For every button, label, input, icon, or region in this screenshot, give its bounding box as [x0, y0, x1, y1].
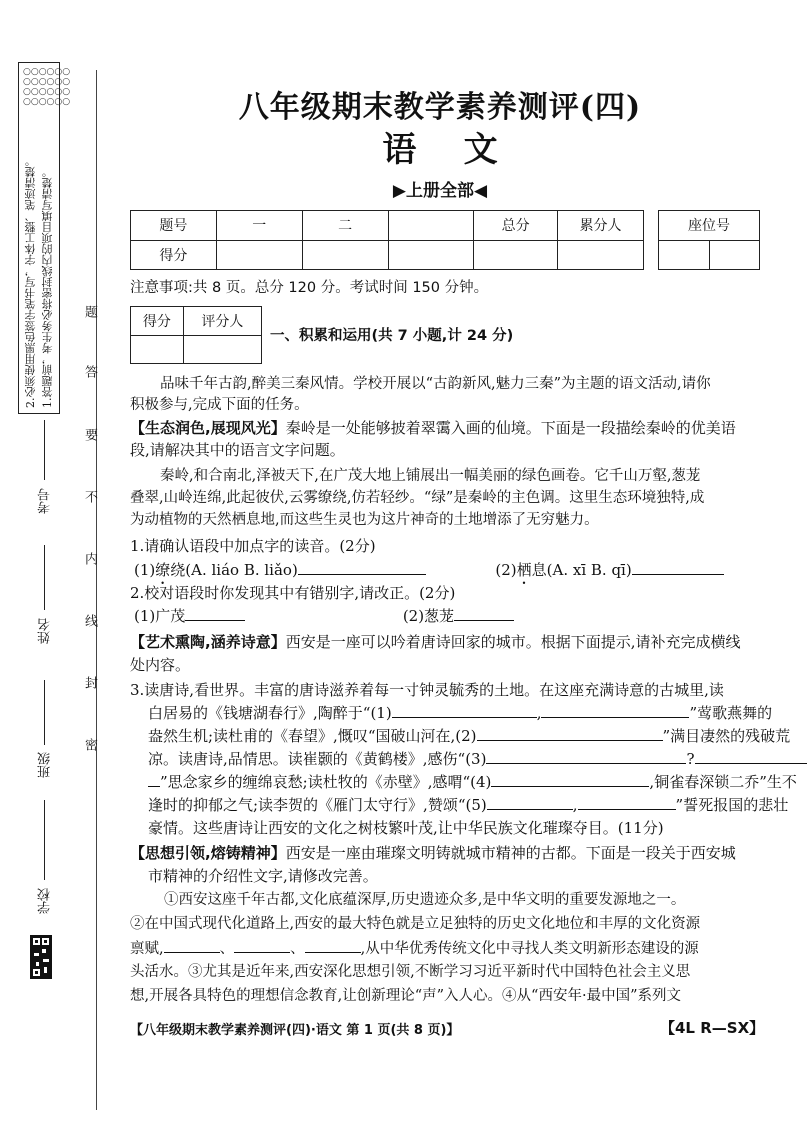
task3-para-4: 头活水。③尤其是近年来,西安深化思想引领,不断学习习近平新时代中国特色社会主义思: [130, 964, 691, 980]
score-input-2[interactable]: [302, 240, 388, 270]
seal-word-2: 题: [82, 305, 97, 318]
task2-tag: 【艺术熏陶,涵养诗意】: [130, 633, 286, 651]
task1-para-2: 叠翠,山岭连绵,此起彼伏,云雾缭绕,仿若轻纱。“绿”是秦岭的主色调。这里生态环境独特,成: [130, 490, 705, 506]
q3-l5b: ,铜雀春深锁二乔”生不: [649, 773, 797, 791]
section-1-heading: 一、积累和运用(共 7 小题,计 24 分): [270, 328, 514, 344]
task2-line-1: [130, 632, 740, 653]
task3-p3c: 、: [290, 941, 305, 957]
q3-blank-5a[interactable]: [487, 795, 573, 810]
task3-para-2: ②在中国式现代化道路上,西安的最大特色就是立足独特的历史文化地位和丰厚的文化资源: [130, 916, 701, 932]
q3-l6b: ,: [572, 796, 578, 814]
q3-blank-1a[interactable]: [392, 703, 537, 718]
task1-para-3: 为动植物的天然栖息地,而这些生灵也为这片神奇的土地增添了无穷魅力。: [130, 512, 599, 528]
grader-score-input[interactable]: [131, 335, 184, 364]
q2b-answer[interactable]: [454, 606, 514, 621]
seal-word-3: 要: [82, 428, 97, 441]
grader-score-label: 得分: [131, 307, 184, 336]
seal-word-6: 线: [82, 614, 97, 627]
field-school: 学校: [38, 888, 53, 914]
seat-label: 座位号: [659, 211, 760, 241]
q3-blank-5b[interactable]: [578, 795, 676, 810]
score-cell-tallier: 累分人: [558, 211, 644, 241]
task3-tag: 【思想引领,熔铸精神】: [130, 844, 286, 862]
score-cell-total: 总分: [474, 211, 558, 241]
q3-line-1: 3.读唐诗,看世界。丰富的唐诗滋养着每一寸钟灵毓秀的土地。在这座充满诗意的古城里,读: [130, 681, 724, 699]
field-school-line[interactable]: [44, 800, 45, 880]
field-name-line[interactable]: [44, 545, 45, 610]
seat-input-1[interactable]: [659, 240, 710, 270]
task3-p3b: 、: [219, 941, 235, 957]
q3-blank-3b[interactable]: [695, 749, 807, 764]
q3-l2a: 白居易的《钱塘湖春行》,陶醉于“(1): [148, 704, 392, 722]
q3-l5a: ”思念家乡的缠绵哀愁;读杜牧的《赤壁》,感喟“(4): [160, 773, 492, 791]
task3-p3d: ,从中华优秀传统文化中寻找人类文明新形态建设的源: [360, 941, 699, 957]
q3-line-3: [148, 726, 790, 747]
task3-para-1: ①西安这座千年古都,文化底蕴深厚,历史遗迹众多,是中华文明的重要发源地之一。: [164, 892, 686, 908]
scope-label: ▶上册全部◀: [392, 181, 488, 201]
task3-blank-1[interactable]: [164, 938, 220, 953]
score-table: [130, 210, 644, 270]
score-cell-q3: [388, 211, 474, 241]
q3-blank-3c[interactable]: [148, 772, 160, 787]
q2a-answer[interactable]: [185, 606, 245, 621]
q3-line-4: [148, 749, 807, 770]
q3-line-6: [148, 795, 788, 816]
q3-l3a: 盎然生机;读杜甫的《春望》,慨叹“国破山河在,(2): [148, 727, 477, 745]
task3-para-5: 想,开展各具特色的理想信念教育,让创新理论“声”入人心。④从“西安年·最中国”系列文: [130, 988, 681, 1004]
q1-stem: 1.请确认语段中加点字的读音。(2分): [130, 537, 376, 555]
q1a-char: 缭: [155, 561, 171, 579]
q3-l4b: ?: [686, 750, 695, 768]
task3-blank-3[interactable]: [305, 938, 361, 953]
seat-input-2[interactable]: [709, 240, 760, 270]
dot-pattern: ○○○○○○ ○○○○○○ ○○○○○○ ○○○○○○: [23, 67, 71, 107]
task2-lead-2: 处内容。: [130, 656, 191, 674]
q3-blank-1b[interactable]: [541, 703, 689, 718]
q3-blank-3a[interactable]: [486, 749, 686, 764]
field-id-line[interactable]: [44, 420, 45, 480]
q3-l4a: 凉。读唐诗,品情思。读崔颢的《黄鹤楼》,感伤“(3): [148, 750, 487, 768]
task3-lead: 西安是一座由璀璨文明铸就城市精神的古都。下面是一段关于西安城: [285, 844, 736, 862]
task1-lead: 秦岭是一处能够披着翠霭入画的仙境。下面是一段描绘秦岭的优美语: [285, 419, 736, 437]
score-input-tallier[interactable]: [558, 240, 644, 270]
notice-line-2: 2.必须使用黑色签字笔书写，字体工整、笔迹清楚。: [24, 155, 37, 408]
task1-lead-2: 段,请解决其中的语言文字问题。: [130, 441, 345, 459]
q3-l6c: ”誓死报国的悲壮: [675, 796, 789, 814]
grader-name-input[interactable]: [183, 335, 261, 364]
qr-code-icon: [30, 935, 52, 979]
task3-p3a: 禀赋,: [130, 941, 164, 957]
footer-left: 【八年级期末教学素养测评(四)·语文 第 1 页(共 8 页)】: [130, 1023, 460, 1038]
q1a-num: (1): [134, 561, 156, 579]
q1b-char: 栖: [516, 561, 532, 579]
q1a-text: 绕(A. liáo B. liǎo): [170, 561, 298, 579]
score-input-3[interactable]: [388, 240, 474, 270]
footer-right: 【4L R—SX】: [660, 1019, 765, 1037]
q1a-answer[interactable]: [298, 560, 426, 575]
field-name: 姓名: [38, 618, 53, 644]
score-row-label: 得分: [131, 240, 217, 270]
subject-title: 语 文: [382, 130, 498, 170]
score-cell-q1: 一: [216, 211, 302, 241]
q3-blank-4[interactable]: [491, 772, 649, 787]
task1-para-1: 秦岭,和合南北,泽被天下,在广茂大地上铺展出一幅美丽的绿色画卷。它千山万壑,葱茏: [160, 468, 701, 484]
seal-line: [96, 70, 97, 1110]
q3-l6a: 逢时的抑郁之气;读李贺的《雁门太守行》,赞颂“(5): [148, 796, 487, 814]
q2b-text: (2)葱茏: [402, 607, 455, 625]
task1-line-1: [130, 418, 736, 439]
binding-strip: [0, 0, 100, 1123]
q3-line-7: 豪情。这些唐诗让西安的文化之树枝繁叶茂,让中华民族文化璀璨夺目。(11分): [148, 819, 664, 837]
task1-tag: 【生态润色,展现风光】: [130, 419, 286, 437]
seat-table: [658, 210, 760, 270]
score-cell-label: 题号: [131, 211, 217, 241]
score-cell-q2: 二: [302, 211, 388, 241]
field-id: 考号: [38, 488, 53, 514]
score-input-1[interactable]: [216, 240, 302, 270]
q1b-num: (2): [495, 561, 517, 579]
notes-box: [18, 62, 71, 414]
seal-word-1: 答: [82, 365, 97, 378]
q2a-text: (1)广茂: [134, 607, 186, 625]
task3-para-3: [130, 938, 699, 960]
q3-line-5: [148, 772, 797, 793]
seal-word-4: 不: [82, 490, 97, 503]
q3-l2b: ,: [536, 704, 542, 722]
seal-word-5: 内: [82, 552, 97, 565]
q3-line-2: [148, 703, 772, 724]
notice-line-1: 1.答题前，考生务必将密封线内的项目填写清楚。: [41, 166, 54, 408]
seal-word-7: 封: [82, 676, 97, 689]
exam-title: 八年级期末教学素养测评(四): [238, 90, 642, 125]
task3-line-1: [130, 843, 736, 864]
task3-blank-2[interactable]: [234, 938, 290, 953]
q3-l3b: ”满目凄然的残破荒: [662, 727, 791, 745]
q2-stem: 2.校对语段时你发现其中有错别字,请改正。(2分): [130, 584, 456, 602]
grader-box: [130, 306, 262, 364]
q1b-answer[interactable]: [632, 560, 724, 575]
notice: 注意事项:共 8 页。总分 120 分。考试时间 150 分钟。: [130, 280, 489, 296]
q3-l2c: ”莺歌燕舞的: [689, 704, 773, 722]
task2-lead: 西安是一座可以吟着唐诗回家的城市。根据下面提示,请补充完成横线: [285, 633, 741, 651]
grader-name-label: 评分人: [183, 307, 261, 336]
seal-word-8: 密: [82, 738, 97, 751]
field-class: 班级: [38, 752, 53, 778]
field-class-line[interactable]: [44, 680, 45, 745]
q1b-text: 息(A. xī B. qī): [531, 561, 632, 579]
q3-blank-2[interactable]: [477, 726, 663, 741]
score-input-total[interactable]: [474, 240, 558, 270]
q2-options: [134, 606, 514, 627]
intro-line-2: 积极参与,完成下面的任务。: [130, 397, 309, 413]
intro-line-1: 品味千年古韵,醉美三秦风情。学校开展以“古韵新风,魅力三秦”为主题的语文活动,请你: [160, 376, 711, 392]
task3-lead-2: 市精神的介绍性文字,请修改完善。: [148, 867, 378, 885]
